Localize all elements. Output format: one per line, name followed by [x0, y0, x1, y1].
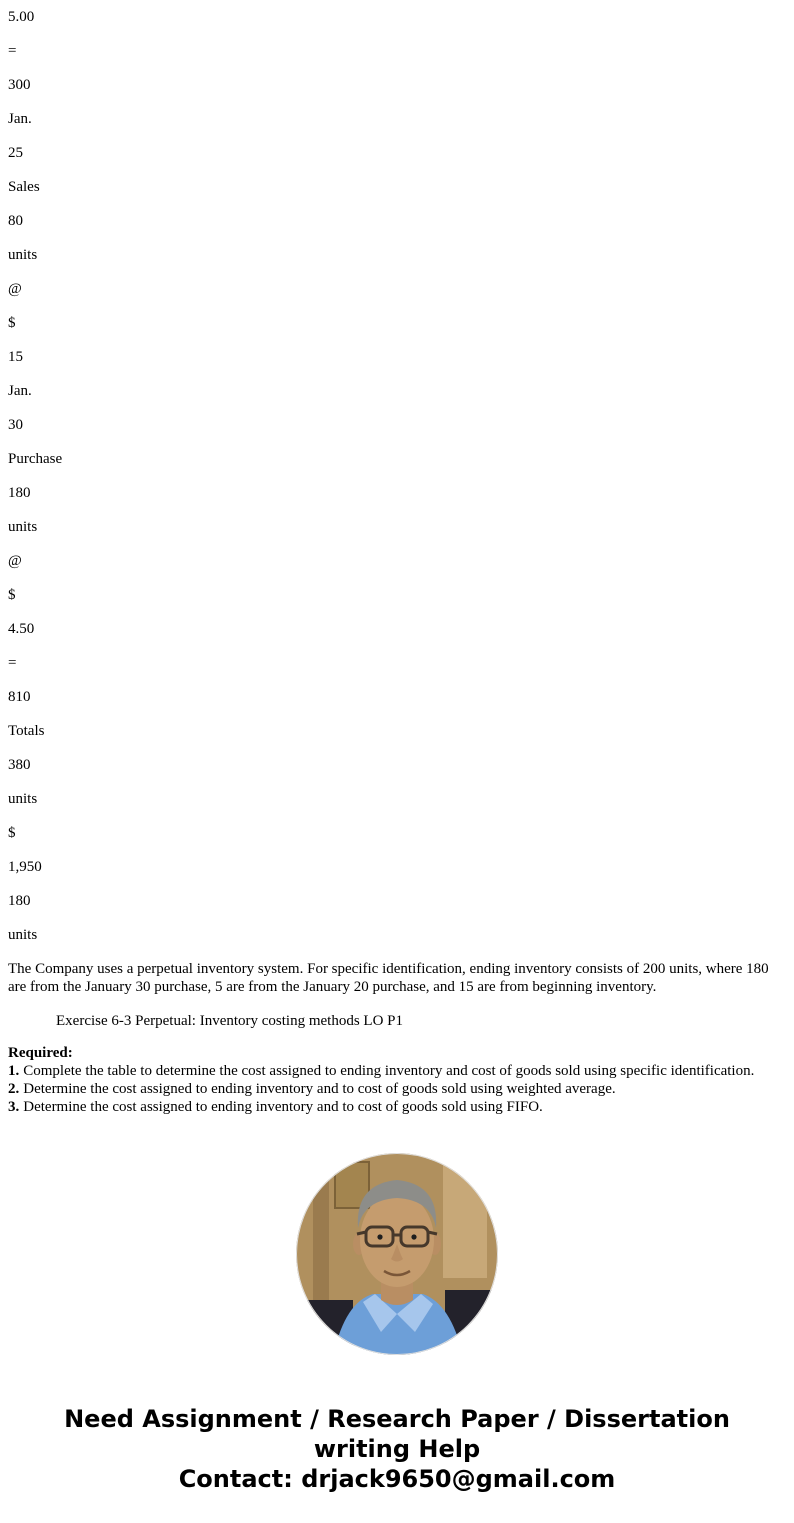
- word-line: =: [8, 655, 17, 671]
- requirement-item: [8, 1062, 782, 1080]
- exercise-title: Exercise 6-3 Perpetual: Inventory costing methods LO P1: [56, 1013, 404, 1029]
- word-line: 25: [8, 145, 23, 161]
- instructor-photo: [295, 1152, 499, 1356]
- word-line: $: [8, 825, 16, 841]
- word-line: 380: [8, 757, 31, 773]
- word-line: 4.50: [8, 621, 35, 637]
- word-line: units: [8, 791, 38, 807]
- instructor-photo-illustration: [295, 1152, 499, 1356]
- word-line: $: [8, 315, 16, 331]
- requirement-number: 2.: [8, 1081, 20, 1097]
- word-line: 15: [8, 349, 23, 365]
- word-line: @: [8, 553, 22, 569]
- required-label: Required:: [8, 1045, 73, 1061]
- word-line: 180: [8, 893, 31, 909]
- requirement-text: Complete the table to determine the cost assigned to ending inventory and cost of goods sold using specific identification.: [23, 1063, 755, 1079]
- word-line: units: [8, 519, 38, 535]
- word-line: units: [8, 247, 38, 263]
- footer-contact-email: Contact: drjack9650@gmail.com: [178, 1465, 616, 1493]
- word-line: $: [8, 587, 16, 603]
- word-line: 1,950: [8, 859, 42, 875]
- word-line: 810: [8, 689, 31, 705]
- word-line: Totals: [8, 723, 45, 739]
- required-section: [8, 1044, 782, 1116]
- footer-heading-line: writing Help: [313, 1435, 481, 1463]
- word-line: 5.00: [8, 9, 35, 25]
- word-line: Jan.: [8, 111, 32, 127]
- word-line: =: [8, 43, 17, 59]
- footer-heading-line: Need Assignment / Research Paper / Dissertation: [64, 1405, 730, 1433]
- word-line: @: [8, 281, 22, 297]
- word-line: 180: [8, 485, 31, 501]
- requirement-item: [8, 1098, 782, 1116]
- word-line: Purchase: [8, 451, 63, 467]
- word-line: 300: [8, 77, 31, 93]
- requirement-text: Determine the cost assigned to ending inventory and to cost of goods sold using FIFO.: [23, 1099, 543, 1115]
- requirement-number: 3.: [8, 1099, 20, 1115]
- word-list: [8, 0, 782, 952]
- inventory-description-paragraph: The Company uses a perpetual inventory system. For specific identification, ending inventory consists of 200 units, where 180 are from the January 30 purchase, 5 are from the January 20 purchase, and 15 are from beginning inventory.: [8, 961, 769, 995]
- requirement-number: 1.: [8, 1063, 20, 1079]
- word-line: units: [8, 927, 38, 943]
- word-line: Sales: [8, 179, 40, 195]
- requirement-text: Determine the cost assigned to ending inventory and to cost of goods sold using weighted average.: [23, 1081, 616, 1097]
- word-line: 30: [8, 417, 23, 433]
- word-line: 80: [8, 213, 23, 229]
- requirement-item: [8, 1080, 782, 1098]
- footer-heading: [0, 1404, 794, 1494]
- word-line: Jan.: [8, 383, 32, 399]
